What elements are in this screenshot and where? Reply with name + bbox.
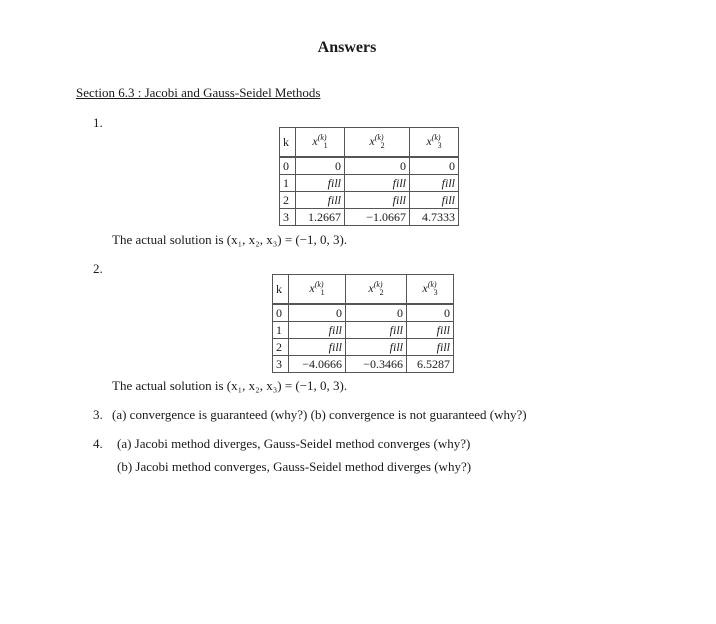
cell-x1: 0 [296,157,345,175]
cell-x2: fill [345,175,410,192]
cell-x1: 0 [289,304,346,322]
cell-x2: 0 [345,157,410,175]
cell-x1: 1.2667 [296,209,345,226]
cell-x2: −1.0667 [345,209,410,226]
table-row [273,304,454,322]
cell-k: 0 [280,157,296,175]
cell-x3: 6.5287 [407,356,454,373]
problem-2-table [272,274,454,373]
problem-3-text: (a) convergence is guaranteed (why?) (b) convergence is not guaranteed (why?) [112,407,527,422]
cell-x1: −4.0666 [289,356,346,373]
table-row [280,209,459,226]
cell-x2: fill [346,339,407,356]
cell-x2: fill [345,192,410,209]
cell-k: 3 [280,209,296,226]
header-x3: $x^{(k)}_3$ [407,275,454,305]
problem-1-number: 1. [93,115,103,130]
section-heading: Section 6.3 : Jacobi and Gauss-Seidel Methods [76,85,321,100]
table-row [280,157,459,175]
problem-2-solution: The actual solution is (x₁, x₂, x₃) = (−1, 0, 3). [112,378,348,393]
cell-k: 2 [273,339,289,356]
table-row [280,192,459,209]
cell-x3: 4.7333 [410,209,459,226]
table-header-row [280,128,459,158]
problem-1-solution: The actual solution is (x₁, x₂, x₃) = (−1, 0, 3). [112,232,348,247]
header-k: k [273,275,289,305]
cell-x3: 0 [410,157,459,175]
cell-x1: fill [289,339,346,356]
table-row [273,356,454,373]
cell-x3: fill [410,192,459,209]
problem-4-part-b: (b) Jacobi method converges, Gauss-Seidel method diverges (why?) [117,459,472,474]
cell-x3: fill [407,322,454,339]
problem-3-number: 3. [93,407,103,422]
table-row [280,175,459,192]
cell-x2: −0.3466 [346,356,407,373]
header-x3: $x^{(k)}_3$ [410,128,459,158]
cell-k: 3 [273,356,289,373]
cell-x1: fill [296,192,345,209]
cell-x2: fill [346,322,407,339]
problem-1-table [279,127,459,226]
table-row [273,339,454,356]
cell-x1: fill [296,175,345,192]
cell-k: 0 [273,304,289,322]
table-row [273,322,454,339]
cell-x3: 0 [407,304,454,322]
problem-4-number: 4. [93,436,103,451]
problem-4-part-a: (a) Jacobi method diverges, Gauss-Seidel method converges (why?) [117,436,471,451]
header-k: k [280,128,296,158]
header-x2: $x^{(k)}_2$ [345,128,410,158]
header-x2: $x^{(k)}_2$ [346,275,407,305]
cell-x1: fill [289,322,346,339]
header-x1: $x^{(k)}_1$ [296,128,345,158]
cell-x3: fill [410,175,459,192]
page-title: Answers [317,39,377,56]
cell-k: 1 [273,322,289,339]
cell-x2: 0 [346,304,407,322]
cell-x3: fill [407,339,454,356]
cell-k: 1 [280,175,296,192]
cell-k: 2 [280,192,296,209]
header-x1: $x^{(k)}_1$ [289,275,346,305]
problem-2-number: 2. [93,261,103,276]
table-header-row [273,275,454,305]
